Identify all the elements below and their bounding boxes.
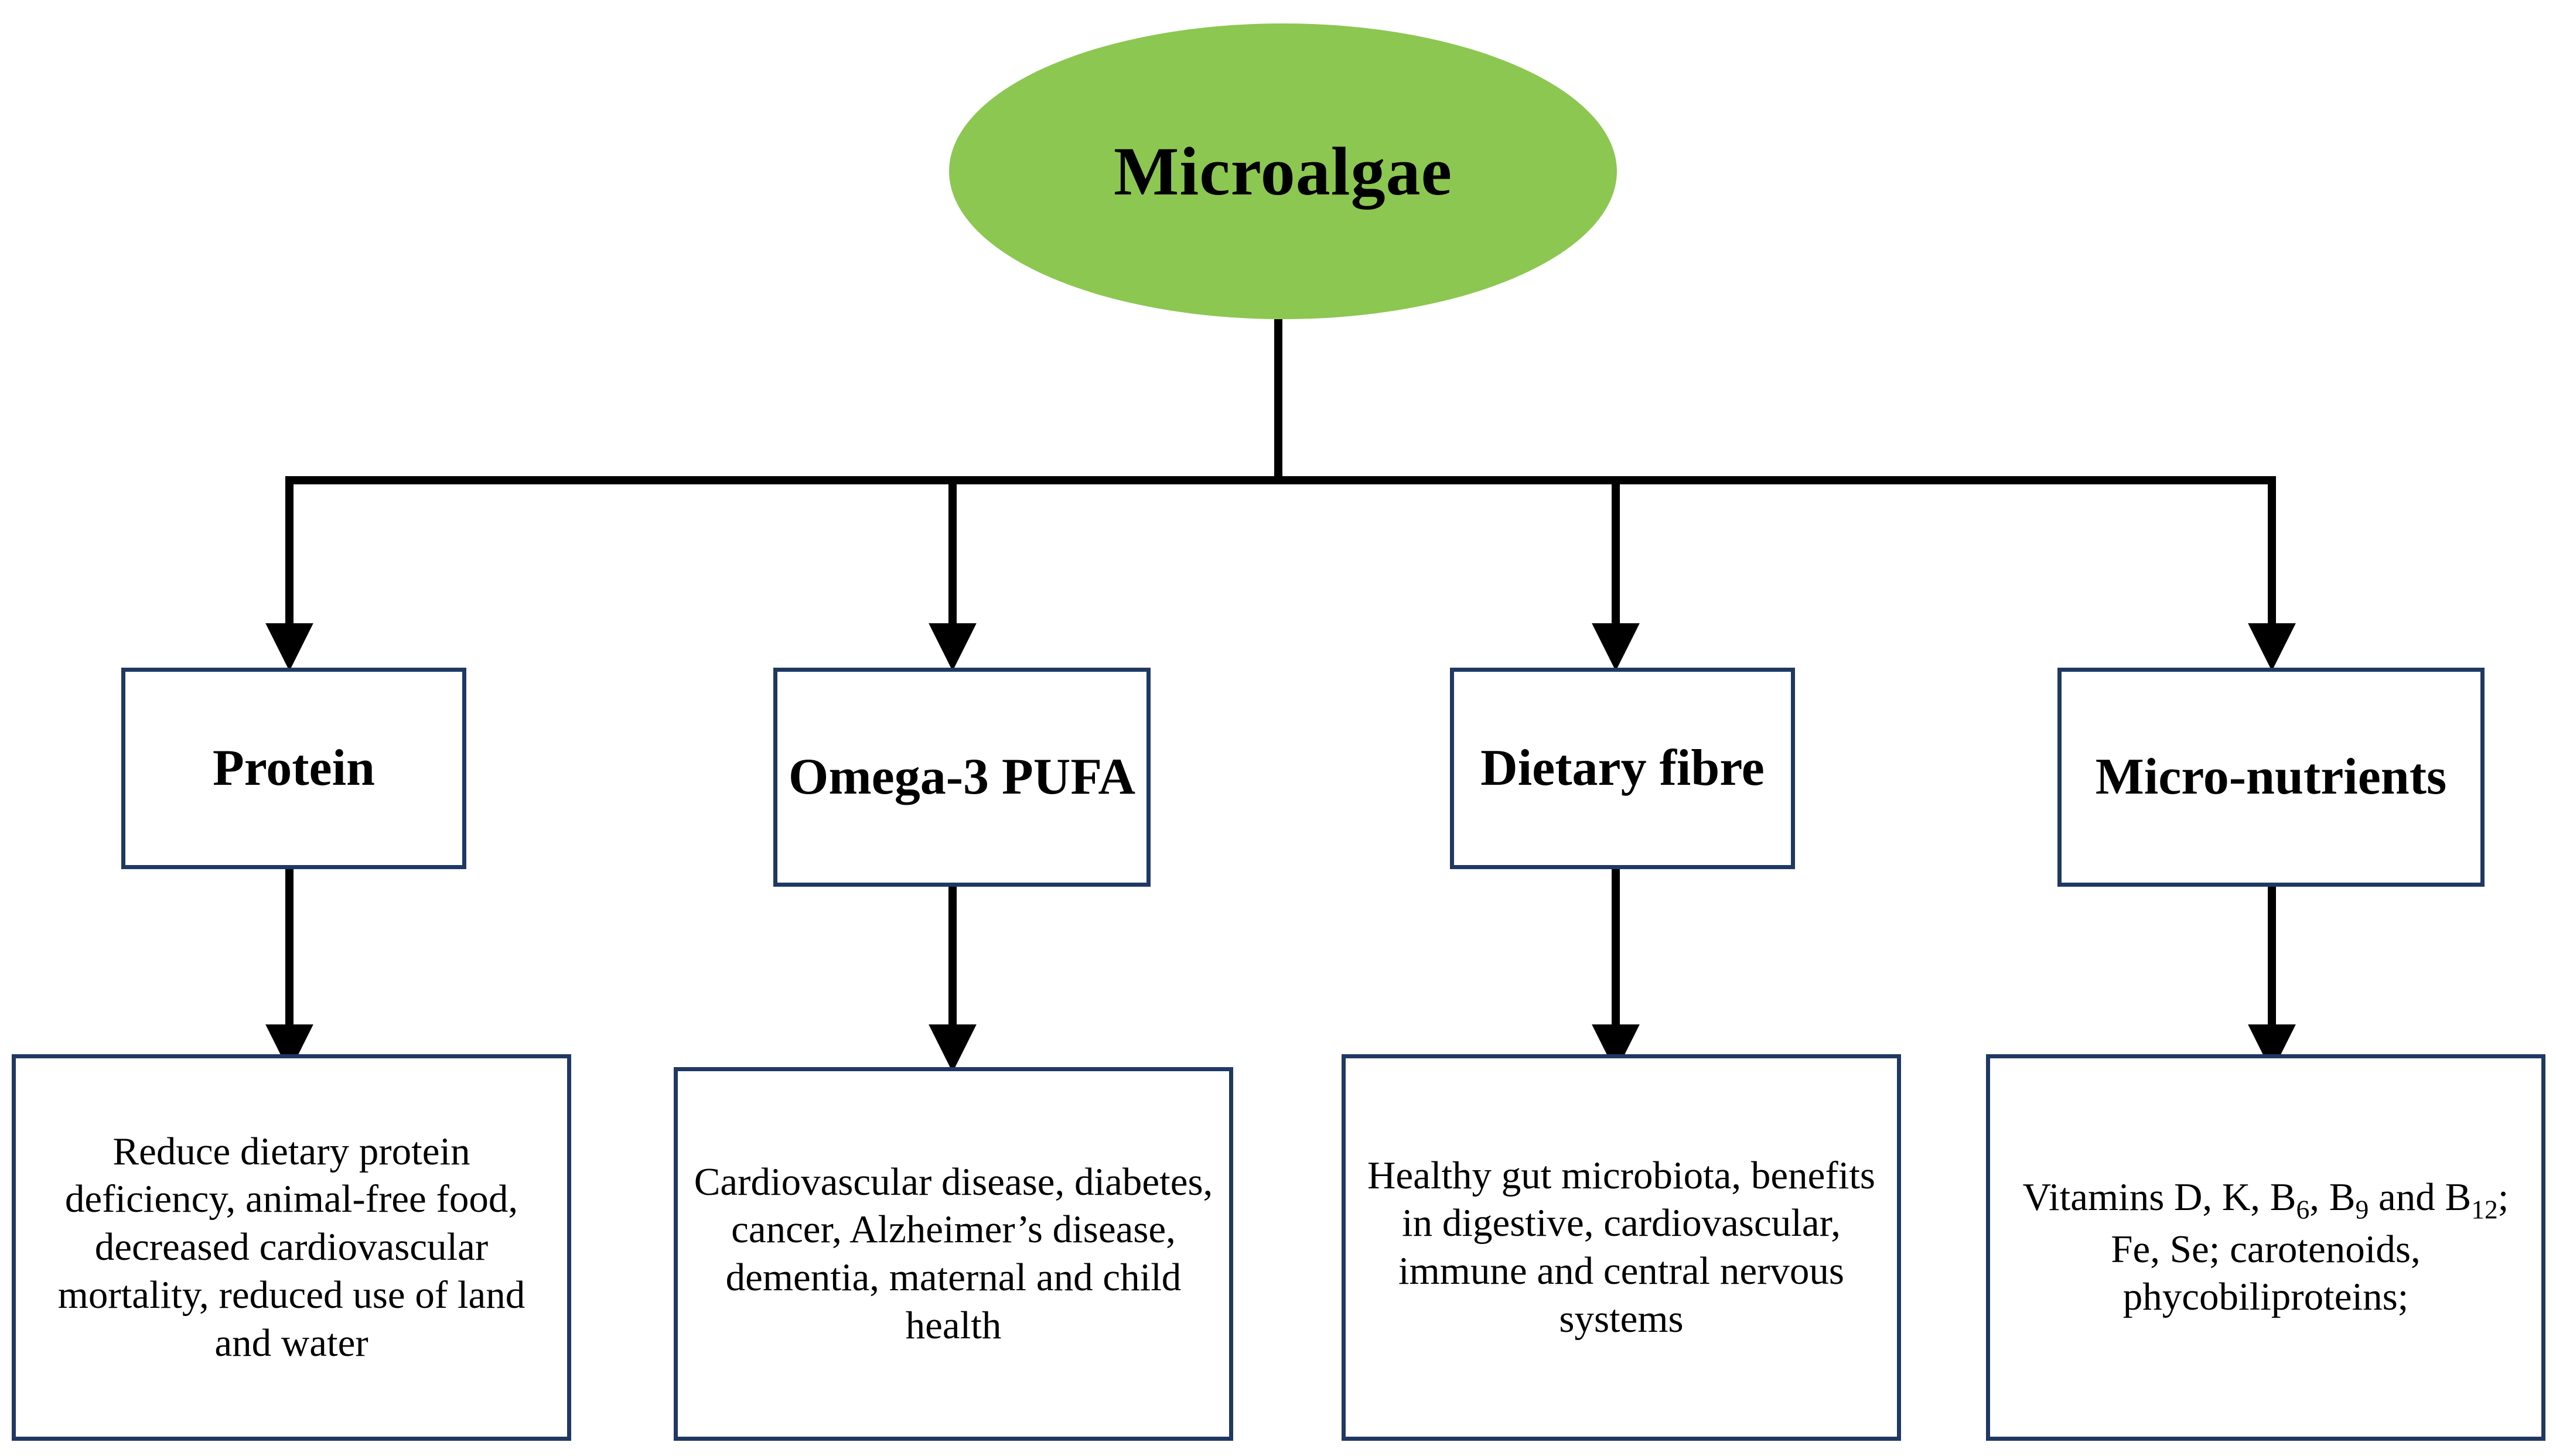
detail-box-omega3: [674, 1067, 1233, 1441]
detail-box-protein: [12, 1054, 571, 1441]
category-box-omega3: [773, 668, 1151, 887]
category-label-protein: Protein: [213, 740, 375, 797]
category-box-dietary-fibre: [1450, 668, 1795, 869]
category-box-protein: [121, 668, 466, 869]
category-label-dietary-fibre: Dietary fibre: [1480, 740, 1765, 797]
root-node-label: Microalgae: [1114, 132, 1452, 210]
category-label-micronutrients: Micro-nutrients: [2095, 748, 2447, 806]
detail-text-omega3: Cardiovascular disease, diabetes, cancer, Alzheimer’s disease, dementia, maternal and child health: [694, 1160, 1213, 1347]
root-node-microalgae: [949, 23, 1617, 319]
category-box-micronutrients: [2057, 668, 2485, 887]
detail-box-dietary-fibre: [1342, 1054, 1901, 1441]
detail-text-protein: Reduce dietary protein deficiency, animal-free food, decreased cardiovascular mortality, reduced use of land and water: [57, 1129, 525, 1365]
detail-text-micronutrients: Vitamins D, K, $B_6$, $B_9$ and $B_{12}$; Fe, Se; carotenoids, phycobiliproteins;: [2022, 1175, 2509, 1319]
detail-text-dietary-fibre: Healthy gut microbiota, benefits in digestive, cardiovascular, immune and central nervous systems: [1367, 1153, 1876, 1341]
detail-box-micronutrients: [1986, 1054, 2545, 1441]
category-label-omega3: Omega-3 PUFA: [788, 748, 1136, 806]
